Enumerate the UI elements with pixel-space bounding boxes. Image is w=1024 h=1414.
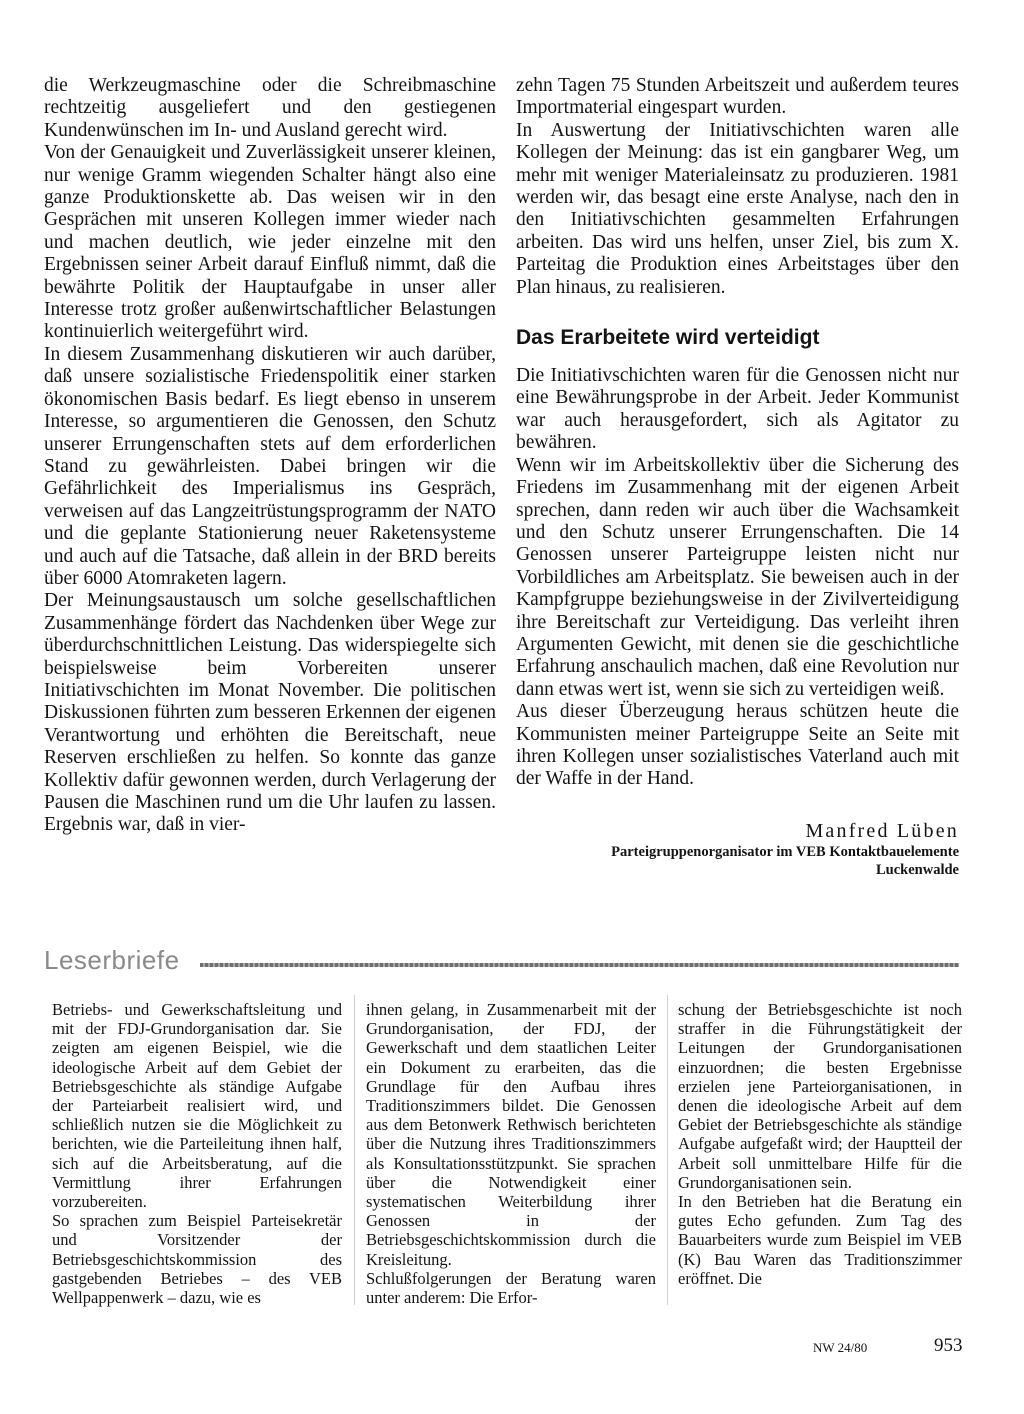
paragraph: die Werkzeugmaschine oder die Schreibmaschine rechtzeitig ausgeliefert und den gestiegenen Kundenwünschen im In- und Ausland gerecht wird. [44, 75, 496, 141]
author-place: Luckenwalde [876, 861, 959, 878]
section-heading: Das Erarbeitete wird verteidigt [516, 326, 820, 350]
paragraph: Wenn wir im Arbeitskollektiv über die Sicherung des Friedens im Zusammenhang mit der eigenen Arbeit sprechen, dann reden wir auch über die Wachsamkeit und den Schutz unserer Errungenschaften. Die 14 Genossen unserer Parteigruppe leisten nicht nur Vorbildliches am Arbeitsplatz. Sie beweisen auch in der Kampfgruppe beziehungsweise in der Zivilverteidigung ihre Bereitschaft zur Verteidigung. Das verleiht ihren Argumenten Gewicht, mit denen sie die geschichtliche Erfahrung anschaulich machen, daß eine Revolution nur dann etwas wert ist, wenn sie sich zu verteidigen weiß. [516, 454, 959, 700]
paragraph: Der Meinungsaustausch um solche gesellschaftlichen Zusammenhänge fördert das Nachdenken über Wege zur überdurchschnittlichen Leistung. Das widerspiegelte sich beispielsweise beim Vorbereiten unserer Initiativschichten im Monat November. Die politischen Diskussionen führten zum besseren Erkennen der eigenen Verantwortung und erhöhten die Bereitschaft, neue Reserven erschließen zu helfen. So konnte das ganze Kollektiv dafür gewonnen werden, durch Verlagerung der Pausen die Maschinen rund um die Uhr laufen zu lassen. Ergebnis war, daß in vier- [44, 590, 496, 836]
section-title: Leserbriefe [44, 945, 180, 975]
author-name: Manfred Lüben [805, 819, 959, 842]
paragraph: ihnen gelang, in Zusammenarbeit mit der Grundorganisation, der FDJ, der Gewerkschaft und dem staatlichen Leiter ein Dokument zu erarbeiten, das die Grundlage für den Aufbau ihres Traditionszimmers bildet. Die Genossen aus dem Betonwerk Rethwisch berichteten über die Nutzung ihres Traditionszimmers als Konsultationsstützpunkt. Sie sprachen über die Notwendigkeit einer systematischen Weiterbildung ihrer Genossen in der Betriebsgeschichtskommission durch die Kreisleitung. [366, 1000, 656, 1269]
article-column-left [44, 75, 496, 837]
author-role: Parteigruppenorganisator im VEB Kontaktbauelemente [611, 843, 959, 860]
paragraph: Schlußfolgerungen der Beratung waren unter anderem: Die Erfor- [366, 1268, 656, 1308]
letters-column-2 [366, 1000, 656, 1307]
section-divider [200, 963, 959, 967]
letters-column-1 [52, 1000, 342, 1307]
paragraph: Von der Genauigkeit und Zuverlässigkeit unserer kleinen, nur wenige Gramm wiegenden Schalter hängt also eine ganze Produktionskette ab. Das weisen wir in den Gesprächen mit unseren Kollegen immer wieder nach und machen deutlich, wie jeder einzelne mit den Ergebnissen seiner Arbeit darauf Einfluß nimmt, daß die bewährte Politik der Hauptaufgabe in unser aller Interesse trotz großer außenwirtschaftlicher Belastungen kontinuierlich weitergeführt wird. [44, 142, 496, 343]
author-signature [516, 819, 959, 879]
paragraph: zehn Tagen 75 Stunden Arbeitszeit und außerdem teures Importmaterial eingespart wurden. [516, 75, 959, 119]
letters-column-3 [678, 1000, 962, 1288]
column-divider [667, 995, 668, 1305]
paragraph: Aus dieser Überzeugung heraus schützen heute die Kommunisten meiner Parteigruppe Seite an Seite mit ihren Kollegen unser sozialistisches Vaterland auch mit der Waffe in der Hand. [516, 701, 959, 790]
paragraph: Die Initiativschichten waren für die Genossen nicht nur eine Bewährungsprobe in der Arbeit. Jeder Kommunist war auch herausgefordert, sich als Agitator zu bewähren. [516, 365, 959, 454]
page-number: 953 [934, 1335, 963, 1356]
column-divider [354, 995, 355, 1305]
paragraph: schung der Betriebsgeschichte ist noch straffer in die Führungstätigkeit der Leitungen der Grundorganisationen einzuordnen; die besten Ergebnisse erzielen jene Parteiorganisationen, in denen die ideologische Arbeit auf dem Gebiet der Betriebsgeschichte als ständige Aufgabe aufgefaßt wird; der Hauptteil der Arbeit soll unmittelbare Hilfe für die Grundorganisationen sein. [678, 1000, 962, 1192]
article-column-right [516, 75, 959, 879]
section-header [44, 945, 959, 975]
paragraph: So sprachen zum Beispiel Parteisekretär und Vorsitzender der Betriebsgeschichtskommission des gastgebenden Betriebes – des VEB Wellpappenwerk – dazu, wie es [52, 1211, 342, 1308]
paragraph: In Auswertung der Initiativschichten waren alle Kollegen der Meinung: das ist ein gangbarer Weg, um mehr mit weniger Materialeinsatz zu produzieren. 1981 werden wir, das besagt eine erste Analyse, nach den in den Initiativschichten gesammelten Erfahrungen arbeiten. Das wird uns helfen, unser Ziel, bis zum X. Parteitag die Produktion eines Arbeitstages über den Plan hinaus, zu realisieren. [516, 119, 959, 298]
issue-label: NW 24/80 [813, 1340, 868, 1355]
paragraph: In diesem Zusammenhang diskutieren wir auch darüber, daß unsere sozialistische Friedenspolitik einer starken ökonomischen Basis bedarf. Es liegt ebenso in unserem Interesse, so argumentieren die Genossen, den Schutz unserer Errungenschaften stets auf dem erforderlichen Stand zu gewährleisten. Dabei bringen wir die Gefährlichkeit des Imperialismus ins Gespräch, verweisen auf das Langzeitrüstungsprogramm der NATO und die geplante Stationierung neuer Raketensysteme und auch auf die Tatsache, daß allein in der BRD bereits über 6000 Atomraketen lagern. [44, 343, 496, 589]
paragraph: In den Betrieben hat die Beratung ein gutes Echo gefunden. Zum Tag des Bauarbeiters wurde zum Beispiel im VEB (K) Bau Waren das Traditionszimmer eröffnet. Die [678, 1192, 962, 1288]
paragraph: Betriebs- und Gewerkschaftsleitung und mit der FDJ-Grundorganisation dar. Sie zeigten am eigenen Beispiel, wie die ideologische Arbeit auf dem Gebiet der Betriebsgeschichte als ständige Aufgabe der Parteiarbeit realisiert wird, und schließlich nutzen sie die Möglichkeit zu berichten, wie die Parteileitung ihnen half, sich auf die Arbeitsberatung, auf die Vermittlung ihrer Erfahrungen vorzubereiten. [52, 1000, 342, 1212]
